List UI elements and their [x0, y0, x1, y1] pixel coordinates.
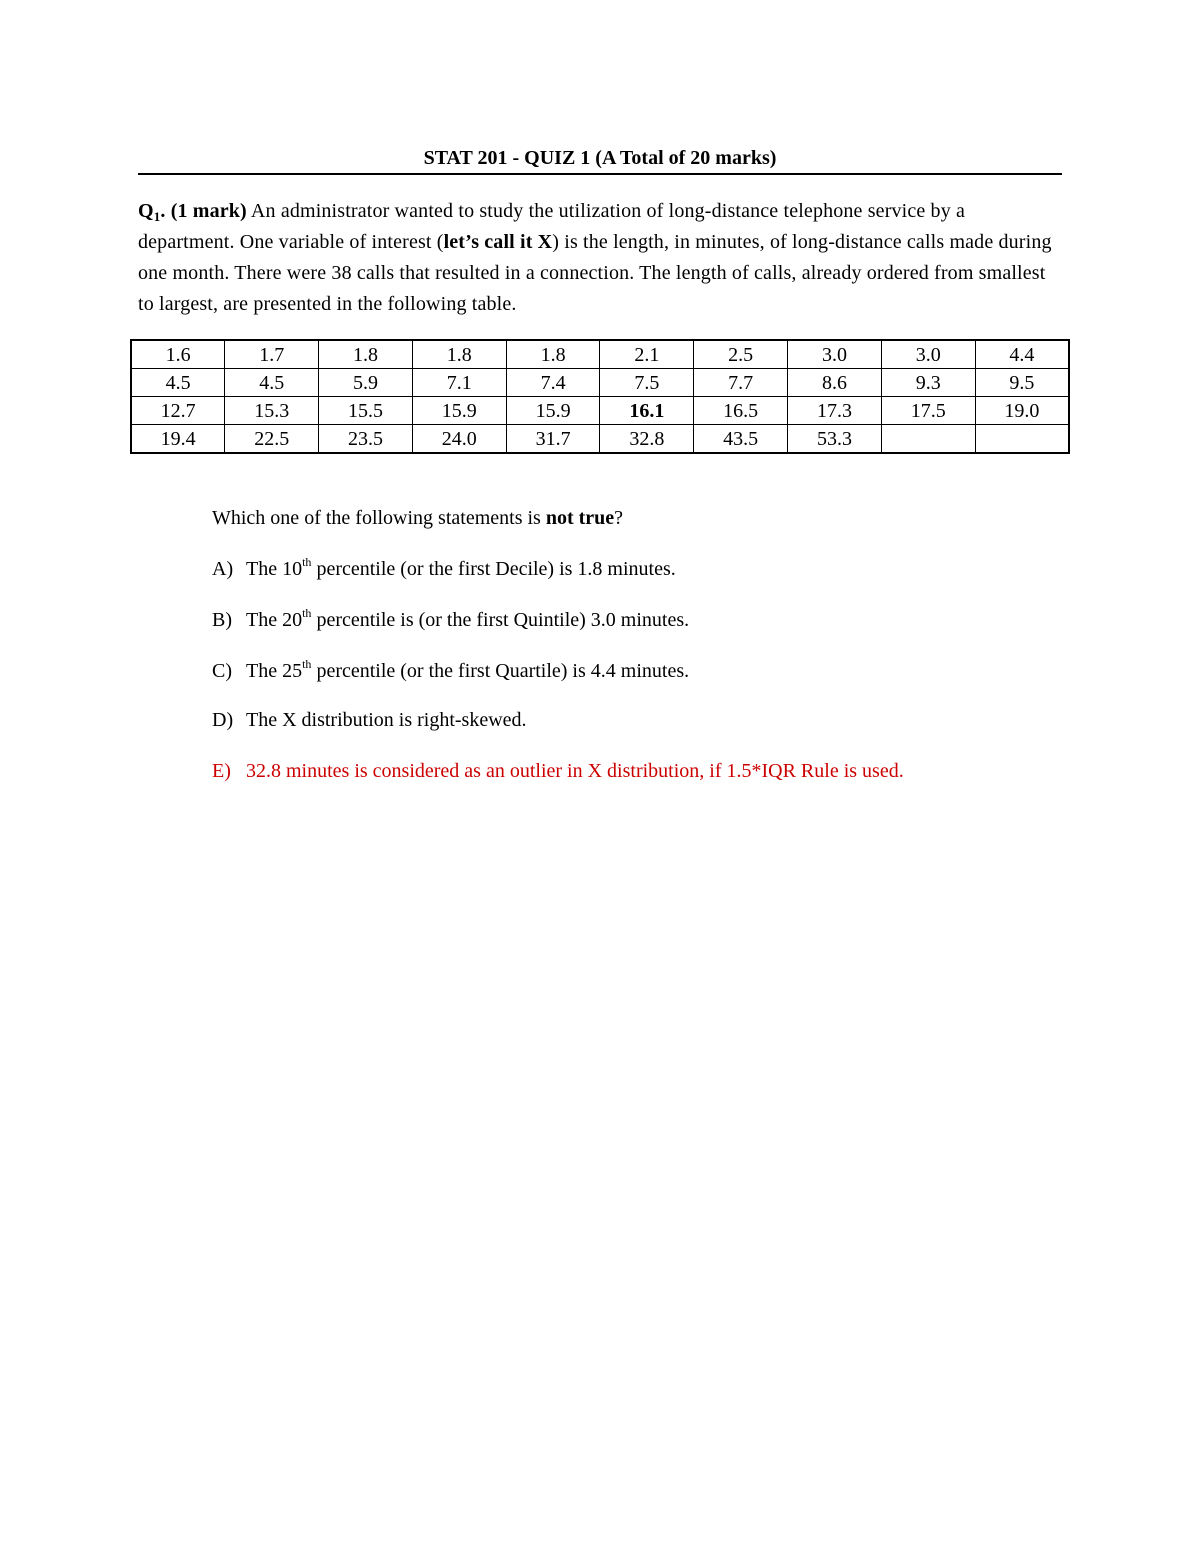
table-cell: 17.3: [788, 397, 882, 425]
table-cell: 23.5: [319, 425, 413, 454]
table-cell: 1.7: [225, 340, 319, 369]
option-d: D) The X distribution is right-skewed.: [212, 709, 527, 731]
question-body-1: An administrator wanted to study the utilization of long-distance telephone service by a department. One variable of interest (: [138, 200, 966, 253]
table-cell-empty: [975, 425, 1069, 454]
table-cell: 15.9: [506, 397, 600, 425]
option-a: A) The 10th percentile (or the first Decile) is 1.8 minutes.: [212, 555, 676, 580]
table-row: [131, 397, 1069, 425]
table-cell: 5.9: [319, 369, 413, 397]
table-cell: 7.7: [694, 369, 788, 397]
option-e: [212, 758, 904, 784]
table-cell: 43.5: [694, 425, 788, 454]
question-text: [138, 196, 1062, 320]
table-cell: 1.8: [412, 340, 506, 369]
table-cell: 7.4: [506, 369, 600, 397]
question-bold-phrase: let’s call it X: [443, 231, 553, 253]
table-row: [131, 369, 1069, 397]
prompt-bold: not true: [545, 507, 615, 529]
table-cell: 2.1: [600, 340, 694, 369]
table-cell: 19.4: [131, 425, 225, 454]
table-cell: 4.5: [131, 369, 225, 397]
table-cell: 15.9: [412, 397, 506, 425]
option-b: B) The 20th percentile is (or the first Quintile) 3.0 minutes.: [212, 606, 690, 631]
option-c: C) The 25th percentile (or the first Quartile) is 4.4 minutes.: [212, 657, 690, 682]
table-cell: 31.7: [506, 425, 600, 454]
table-cell: 19.0: [975, 397, 1069, 425]
question-number: $Q_1$.: [138, 200, 166, 224]
question-marks: (1 mark): [170, 200, 247, 222]
call-length-table: [130, 339, 1070, 454]
table-cell: 4.4: [975, 340, 1069, 369]
table-cell: 1.6: [131, 340, 225, 369]
table-cell: 53.3: [788, 425, 882, 454]
table-row: [131, 340, 1069, 369]
table-cell: 9.5: [975, 369, 1069, 397]
table-cell: 16.5: [694, 397, 788, 425]
option-letter: C): [212, 660, 232, 682]
median-cell: 16.1: [600, 397, 694, 425]
table-cell: 1.8: [319, 340, 413, 369]
table-cell: 1.8: [506, 340, 600, 369]
table-cell: 15.3: [225, 397, 319, 425]
page-title: STAT 201 - QUIZ 1 (A Total of 20 marks): [423, 147, 777, 169]
table-cell: 15.5: [319, 397, 413, 425]
table-cell: 22.5: [225, 425, 319, 454]
correct-answer-text: 32.8 minutes is considered as an outlier in X distribution, if 1.5*IQR Rule is used.: [246, 760, 904, 782]
table-cell-empty: [881, 425, 975, 454]
table-cell: 7.5: [600, 369, 694, 397]
table-cell: 9.3: [881, 369, 975, 397]
title-divider: [138, 173, 1062, 175]
option-letter: E): [212, 760, 231, 782]
option-letter: B): [212, 609, 232, 631]
table-cell: 12.7: [131, 397, 225, 425]
question-body-2: ) is the length, in minutes, of long-distance calls made during one month. There were 38 calls that resulted in a connection. The length of calls, already ordered from smallest to largest, are presented in the following table.: [138, 231, 1052, 315]
table-cell: 17.5: [881, 397, 975, 425]
table-cell: 2.5: [694, 340, 788, 369]
table-cell: 7.1: [412, 369, 506, 397]
table-row: [131, 425, 1069, 454]
option-letter: A): [212, 558, 234, 580]
question-prompt: Which one of the following statements is not true?: [212, 507, 624, 529]
table-cell: 3.0: [881, 340, 975, 369]
table-cell: 3.0: [788, 340, 882, 369]
table-cell: 8.6: [788, 369, 882, 397]
option-letter: D): [212, 709, 234, 731]
table-cell: 32.8: [600, 425, 694, 454]
table-cell: 4.5: [225, 369, 319, 397]
table-cell: 24.0: [412, 425, 506, 454]
